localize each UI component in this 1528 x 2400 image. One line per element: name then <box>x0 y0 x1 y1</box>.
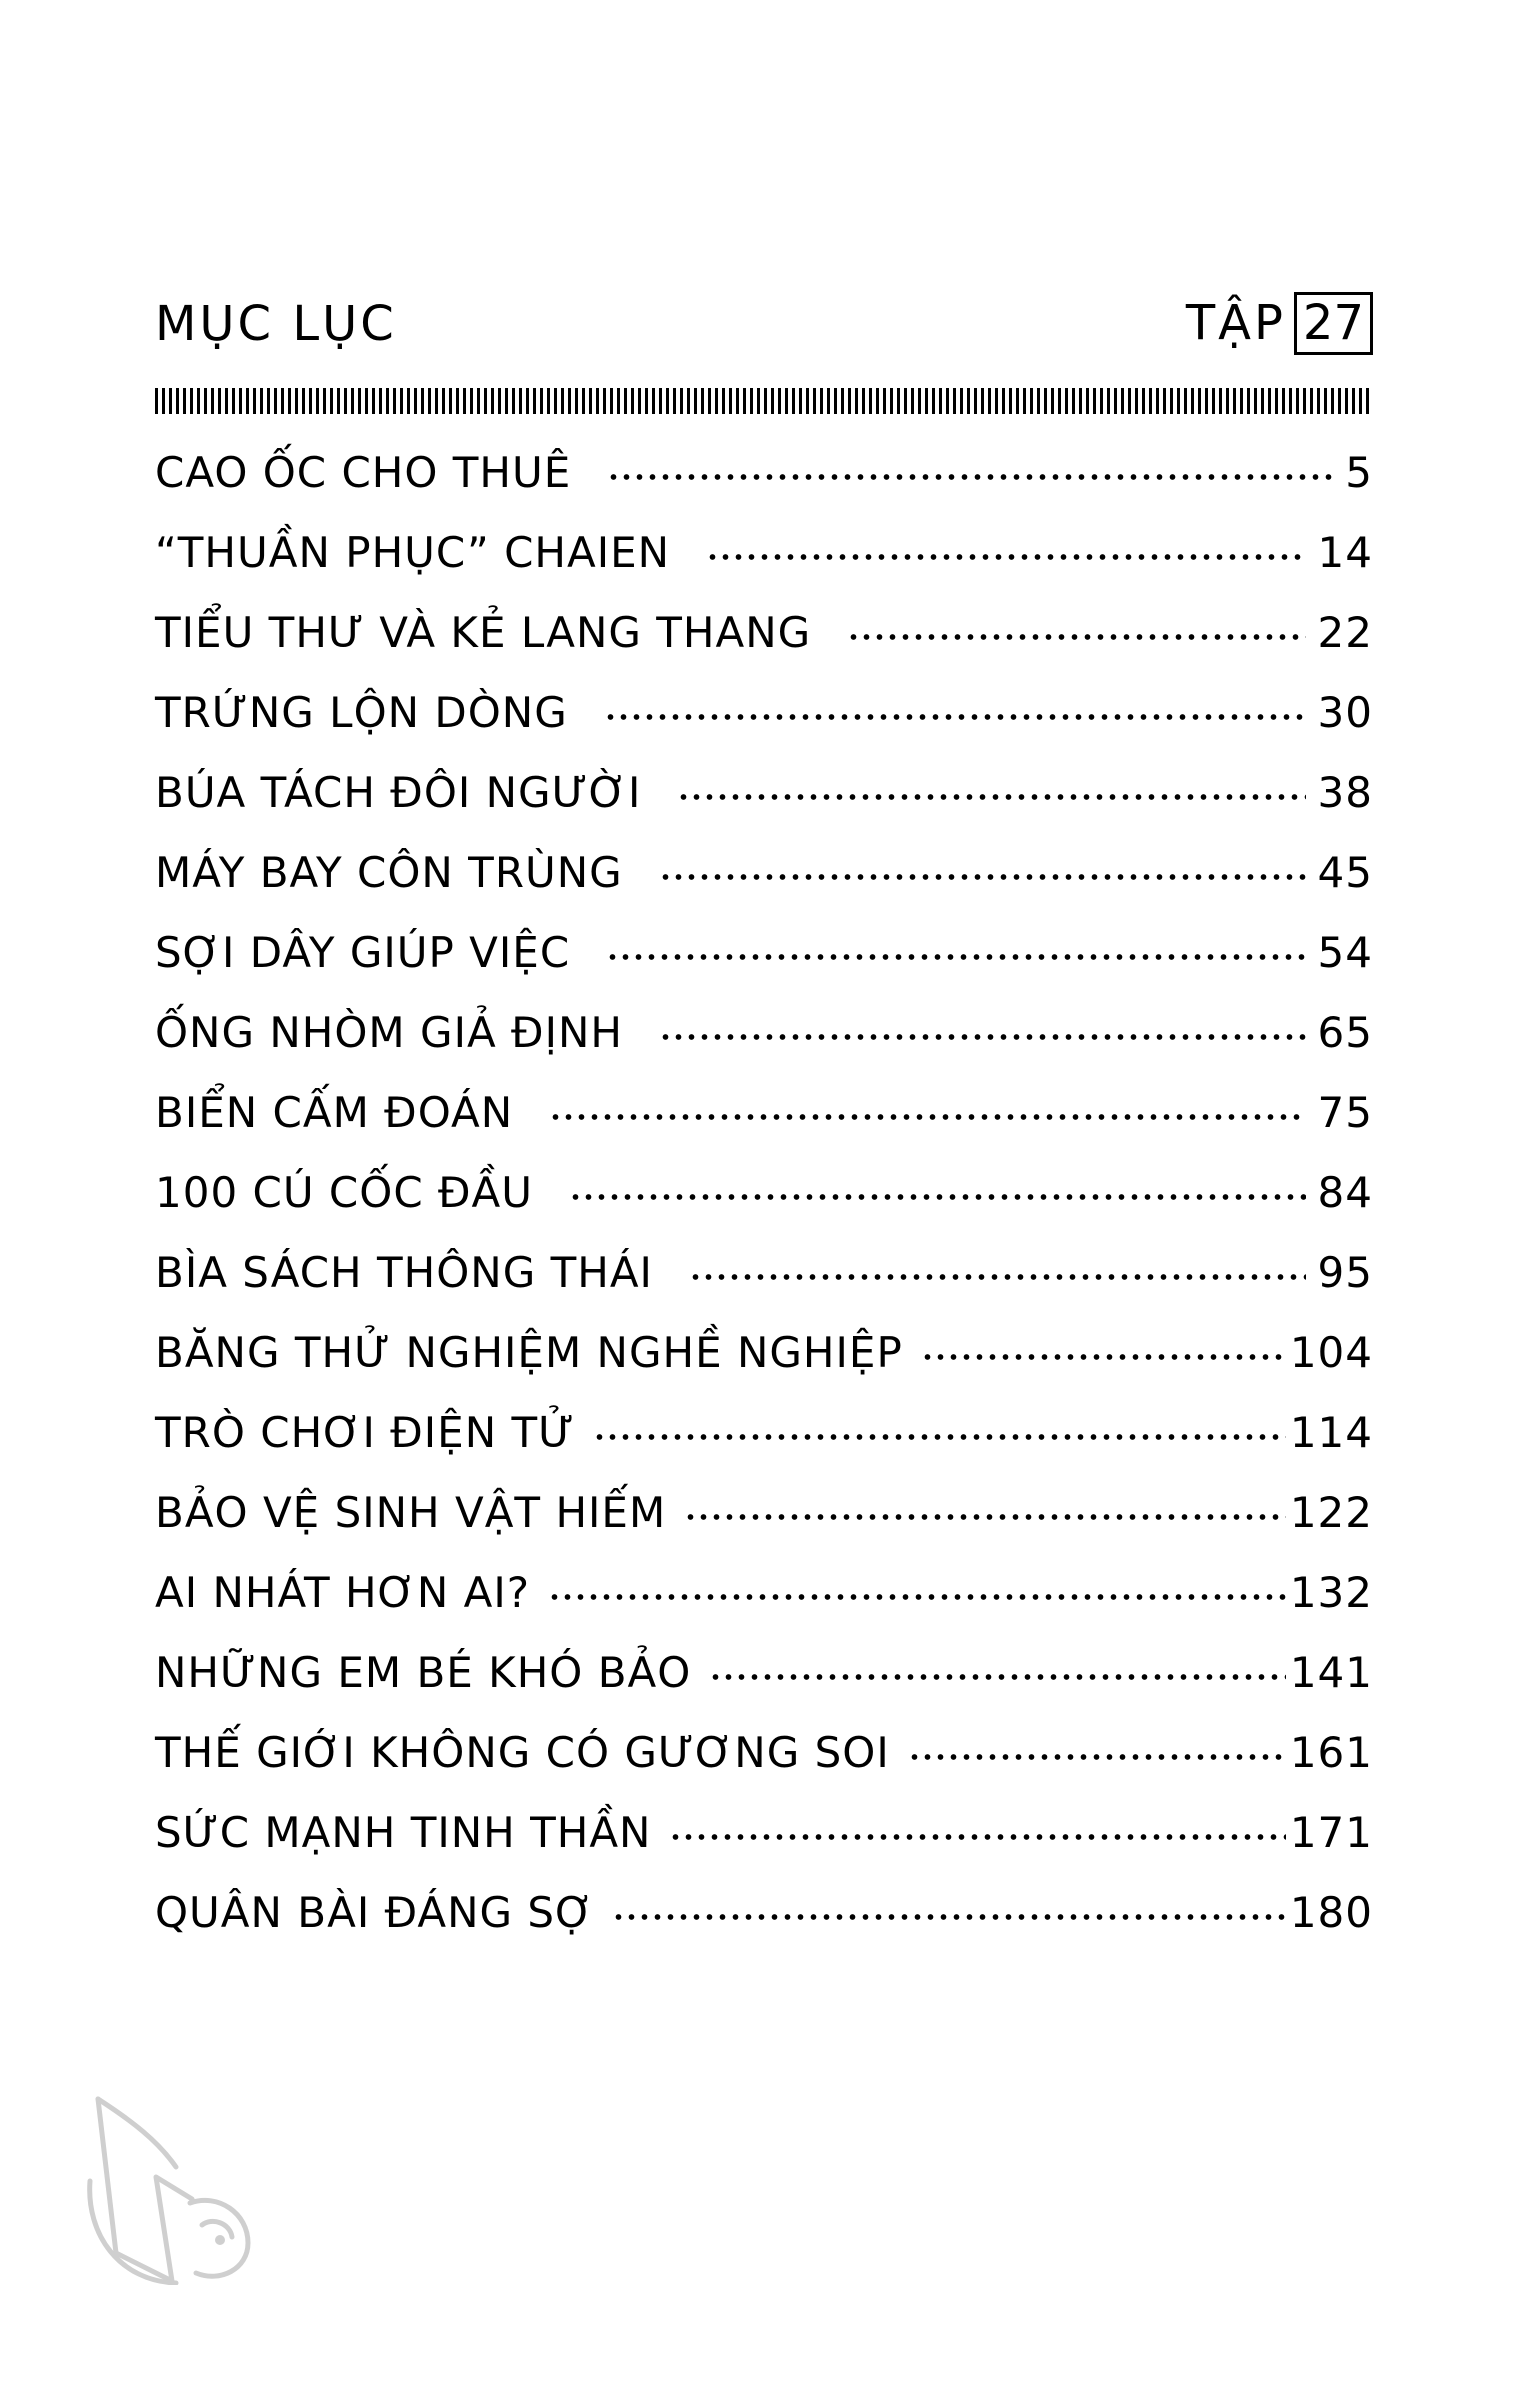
toc-entry[interactable] <box>155 1552 1373 1632</box>
volume-label: TẬP <box>1185 295 1286 352</box>
publisher-logo-icon <box>80 2085 260 2285</box>
toc-entry[interactable] <box>155 1472 1373 1552</box>
dot-leader <box>569 1193 1306 1201</box>
entry-title: BÚA TÁCH ĐÔI NGƯỜI <box>155 767 642 817</box>
entry-title: BIỂN CẤM ĐOÁN <box>155 1087 514 1137</box>
toc-entry[interactable] <box>155 592 1373 672</box>
dot-leader <box>684 1513 1286 1521</box>
dot-leader <box>908 1753 1286 1761</box>
dot-leader <box>659 1033 1306 1041</box>
dot-leader <box>709 1673 1286 1681</box>
entry-title: “THUẦN PHỤC” CHAIEN <box>155 527 671 577</box>
entry-page: 30 <box>1317 687 1373 737</box>
header-divider <box>155 388 1373 414</box>
dot-leader <box>847 633 1305 641</box>
dot-leader <box>659 873 1306 881</box>
entry-page: 180 <box>1289 1887 1373 1937</box>
entry-title: NHỮNG EM BÉ KHÓ BẢO <box>155 1647 692 1697</box>
toc-entry[interactable] <box>155 832 1373 912</box>
volume-number: 27 <box>1294 292 1373 355</box>
entry-page: 95 <box>1317 1247 1373 1297</box>
toc-entry[interactable] <box>155 1392 1373 1472</box>
toc-entry[interactable] <box>155 1792 1373 1872</box>
entry-title: CAO ỐC CHO THUÊ <box>155 447 572 497</box>
entry-title: TRÒ CHƠI ĐIỆN TỬ <box>155 1407 576 1457</box>
toc-entry[interactable] <box>155 992 1373 1072</box>
entry-title: AI NHÁT HƠN AI? <box>155 1567 531 1617</box>
page-title: MỤC LỤC <box>155 296 397 352</box>
dot-leader <box>593 1433 1286 1441</box>
entry-title: SỢI DÂY GIÚP VIỆC <box>155 927 571 977</box>
dot-leader <box>677 793 1305 801</box>
entry-page: 14 <box>1317 527 1373 577</box>
entry-page: 104 <box>1289 1327 1373 1377</box>
entry-page: 45 <box>1317 847 1373 897</box>
entry-page: 122 <box>1289 1487 1373 1537</box>
toc-entry[interactable] <box>155 1232 1373 1312</box>
dot-leader <box>921 1353 1286 1361</box>
entry-title: MÁY BAY CÔN TRÙNG <box>155 847 623 897</box>
entry-title: BĂNG THỬ NGHIỆM NGHỀ NGHIỆP <box>155 1327 903 1377</box>
dot-leader <box>689 1273 1306 1281</box>
entry-page: 161 <box>1289 1727 1373 1777</box>
toc-entry[interactable] <box>155 1152 1373 1232</box>
toc-entry[interactable] <box>155 1072 1373 1152</box>
toc-entry[interactable] <box>155 1312 1373 1392</box>
entry-page: 5 <box>1345 447 1373 497</box>
toc-entry[interactable] <box>155 512 1373 592</box>
entry-page: 84 <box>1317 1167 1373 1217</box>
toc-header <box>155 292 1373 372</box>
entry-title: QUÂN BÀI ĐÁNG SỢ <box>155 1887 595 1937</box>
toc-list <box>155 432 1373 1952</box>
entry-title: TIỂU THƯ VÀ KẺ LANG THANG <box>155 607 812 657</box>
entry-page: 38 <box>1317 767 1373 817</box>
entry-title: ỐNG NHÒM GIẢ ĐỊNH <box>155 1007 623 1057</box>
entry-page: 54 <box>1317 927 1373 977</box>
toc-entry[interactable] <box>155 432 1373 512</box>
entry-page: 132 <box>1289 1567 1373 1617</box>
entry-page: 114 <box>1289 1407 1373 1457</box>
entry-title: BÌA SÁCH THÔNG THÁI <box>155 1247 653 1297</box>
entry-title: SỨC MẠNH TINH THẦN <box>155 1807 652 1857</box>
dot-leader <box>549 1113 1305 1121</box>
entry-title: BẢO VỆ SINH VẬT HIẾM <box>155 1487 667 1537</box>
toc-entry[interactable] <box>155 752 1373 832</box>
volume-indicator <box>1186 292 1373 355</box>
entry-page: 75 <box>1317 1087 1373 1137</box>
entry-page: 65 <box>1317 1007 1373 1057</box>
dot-leader <box>604 713 1306 721</box>
toc-entry[interactable] <box>155 672 1373 752</box>
dot-leader <box>607 473 1333 481</box>
toc-entry[interactable] <box>155 912 1373 992</box>
dot-leader <box>606 953 1305 961</box>
entry-page: 22 <box>1317 607 1373 657</box>
entry-title: TRỨNG LỘN DÒNG <box>155 687 568 737</box>
entry-page: 171 <box>1289 1807 1373 1857</box>
dot-leader <box>706 553 1305 561</box>
entry-title: 100 CÚ CỐC ĐẦU <box>155 1167 534 1217</box>
toc-entry[interactable] <box>155 1872 1373 1952</box>
entry-title: THẾ GIỚI KHÔNG CÓ GƯƠNG SOI <box>155 1727 890 1777</box>
dot-leader <box>548 1593 1286 1601</box>
dot-leader <box>669 1833 1285 1841</box>
toc-entry[interactable] <box>155 1712 1373 1792</box>
toc-entry[interactable] <box>155 1632 1373 1712</box>
dot-leader <box>612 1913 1285 1921</box>
entry-page: 141 <box>1289 1647 1373 1697</box>
